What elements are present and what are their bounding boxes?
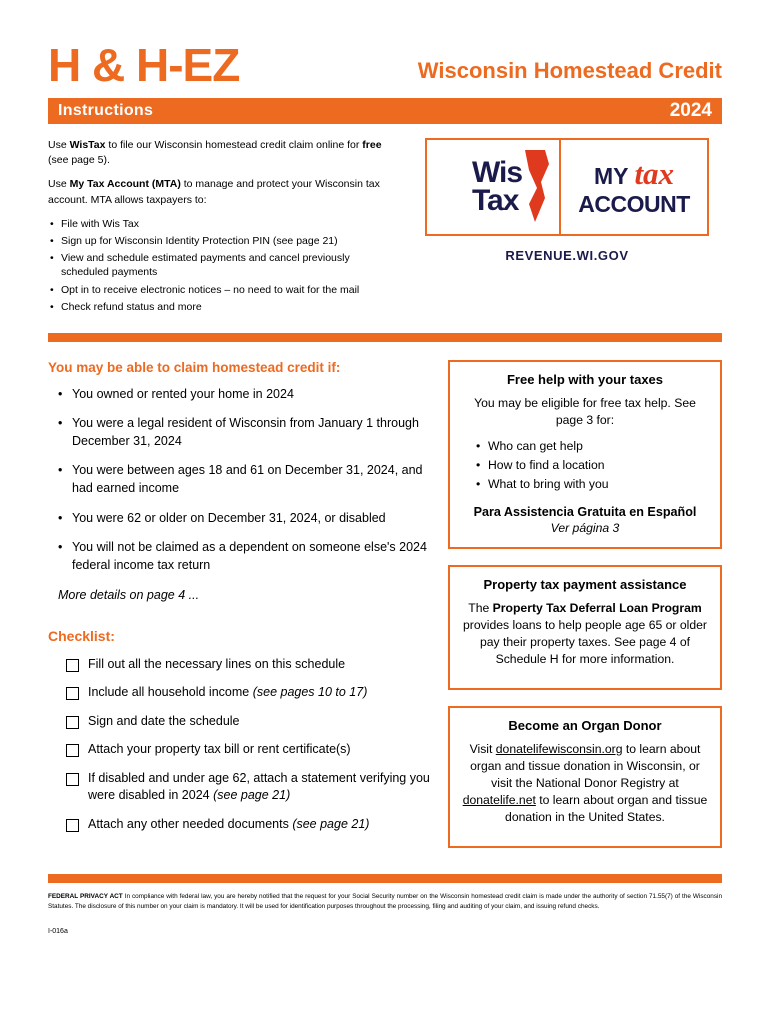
my-tax-account-logo — [561, 140, 707, 234]
checklist-text: Fill out all the necessary lines on this schedule — [88, 656, 346, 671]
free-help-box — [448, 360, 722, 549]
wisconsin-shape-icon — [519, 148, 553, 229]
checklist-label — [88, 770, 430, 805]
organ-donor-pre: Visit — [469, 742, 496, 757]
intro-p1-end: (see page 5). — [48, 154, 110, 167]
mta-line-1 — [594, 158, 674, 189]
checkbox-icon[interactable] — [66, 819, 79, 832]
checkbox-icon[interactable] — [66, 716, 79, 729]
checklist-text: If disabled and under age 62, attach a statement verifying you were disabled in 2024 — [88, 770, 430, 803]
privacy-text: In compliance with federal law, you are hereby notified that the request for your Social Security number on the Wisconsin homestead credit claim is made under the authority of section 71.55(7) of the Wisconsin Statutes. The disclosure of this number on your claim is mandatory. It will be used for identification purposes throughout the processing, filing and auditing of your claim, and issuing refund checks. — [48, 893, 723, 911]
checkbox-icon[interactable] — [66, 773, 79, 786]
list-item: • You will not be claimed as a dependent on someone else's 2024 federal income tax return — [72, 538, 430, 574]
tax-year: 2024 — [669, 100, 712, 121]
list-item: • Sign up for Wisconsin Identity Protection PIN (see page 21) — [61, 234, 398, 248]
list-item: • What to bring with you — [476, 475, 708, 494]
spanish-assistance-page: Ver página 3 — [550, 520, 620, 535]
checklist-row[interactable] — [48, 816, 430, 834]
intro-p1-mid: to file our Wisconsin homestead credit claim online for — [105, 139, 363, 151]
intro-p1-pre: Use — [48, 139, 70, 151]
divider-rule — [48, 333, 722, 342]
intro-p2-end: to manage and protect your Wisconsin tax account. MTA allows taxpayers to: — [48, 178, 380, 206]
checkbox-icon[interactable] — [66, 744, 79, 757]
instructions-label: Instructions — [58, 102, 154, 119]
property-tax-post: provides loans to help people age 65 or older pay their property taxes. See page 4 of Schedule H for more information. — [463, 617, 707, 667]
checklist-label — [88, 656, 345, 674]
checklist-text: Attach your property tax bill or rent certificate(s) — [88, 742, 351, 757]
privacy-notice — [48, 892, 722, 912]
document-id: I-016a — [48, 928, 68, 936]
checklist-note: (see page 21) — [292, 816, 370, 831]
list-item: • You owned or rented your home in 2024 — [72, 385, 430, 403]
donatelife-link[interactable]: donatelife.net — [462, 793, 536, 808]
checkbox-icon[interactable] — [66, 687, 79, 700]
mta-account-text: ACCOUNT — [578, 191, 690, 217]
property-tax-box — [448, 565, 722, 690]
wistax-logo — [427, 140, 559, 234]
instructions-banner — [48, 98, 722, 124]
list-item: • Who can get help — [476, 437, 708, 456]
intro-p2-pre: Use — [48, 178, 70, 191]
left-column — [48, 360, 430, 865]
intro-paragraph-1 — [48, 138, 398, 168]
checklist-text: Attach any other needed documents — [88, 816, 293, 831]
list-item: • How to find a location — [476, 456, 708, 475]
mta-bold: My Tax Account (MTA) — [69, 178, 181, 191]
masthead — [48, 0, 722, 91]
wistax-wis-text: Wis — [471, 155, 523, 189]
checklist-heading: Checklist: — [48, 627, 115, 644]
checklist-label — [88, 741, 351, 759]
organ-donor-title: Become an Organ Donor — [508, 718, 662, 734]
form-code: H & H-EZ — [48, 39, 240, 91]
list-item: • You were 62 or older on December 31, 2024, or disabled — [72, 509, 430, 527]
donatelife-wisconsin-link[interactable]: donatelifewisconsin.org — [495, 742, 623, 757]
free-help-title: Free help with your taxes — [506, 371, 664, 387]
property-tax-pre: The — [468, 600, 493, 615]
footer-divider — [48, 874, 722, 883]
revenue-website: REVENUE.WI.GOV — [505, 248, 629, 263]
list-item: • File with Wis Tax — [61, 217, 398, 231]
list-item: • Check refund status and more — [61, 300, 398, 314]
mta-tax-text: tax — [634, 156, 675, 191]
body-columns — [48, 360, 722, 865]
property-tax-program-name: Property Tax Deferral Loan Program — [492, 600, 702, 615]
organ-donor-text — [462, 741, 708, 826]
mta-my-text: MY — [593, 163, 629, 189]
checklist-row[interactable] — [48, 770, 430, 805]
page-title: Wisconsin Homestead Credit — [417, 58, 722, 83]
property-tax-title: Property tax payment assistance — [483, 576, 687, 592]
wistax-tax-text: Tax — [471, 184, 519, 217]
property-tax-text — [462, 600, 708, 668]
wistax-bold: WisTax — [69, 139, 106, 151]
intro-text — [48, 138, 398, 317]
free-help-text: You may be eligible for free tax help. See page 3 for: — [474, 395, 696, 427]
privacy-label: FEDERAL PRIVACY ACT — [48, 893, 123, 901]
mta-feature-list — [48, 217, 398, 314]
list-item: • You were a legal resident of Wisconsin from January 1 through December 31, 2024 — [72, 414, 430, 450]
checkbox-icon[interactable] — [66, 659, 79, 672]
intro-section — [48, 138, 722, 317]
spanish-assistance-heading: Para Assistencia Gratuita en Español — [473, 504, 697, 519]
intro-paragraph-2 — [48, 177, 398, 207]
organ-donor-box — [448, 706, 722, 848]
right-column — [448, 360, 722, 865]
wistax-mta-logo — [425, 138, 709, 236]
wistax-wordmark — [464, 155, 523, 217]
checklist-row[interactable] — [48, 656, 430, 674]
list-item: • View and schedule estimated payments and cancel previously scheduled payments — [61, 251, 398, 279]
checklist-label — [88, 684, 367, 702]
checklist-text: Include all household income — [88, 685, 253, 700]
checklist-row[interactable] — [48, 741, 430, 759]
checklist-note: (see pages 10 to 17) — [252, 685, 368, 700]
eligibility-heading: You may be able to claim homestead credit if: — [48, 359, 341, 375]
organ-donor-post: to learn about organ and tissue donation in the United States. — [505, 793, 708, 825]
free-bold: free — [362, 139, 382, 151]
checklist-label — [88, 816, 369, 834]
organ-donor-mid: to learn about organ and tissue donation in Wisconsin, or visit the National Donor Registry at — [470, 742, 701, 791]
free-help-list — [476, 437, 708, 494]
eligibility-list — [48, 385, 430, 574]
list-item: • You were between ages 18 and 61 on December 31, 2024, and had earned income — [72, 461, 430, 497]
list-item: • Opt in to receive electronic notices – no need to wait for the mail — [61, 283, 398, 297]
more-details-note: More details on page 4 ... — [58, 587, 200, 602]
checklist-text: Sign and date the schedule — [88, 713, 240, 728]
checklist-label — [88, 713, 240, 731]
checklist-row[interactable] — [48, 684, 430, 702]
logo-block — [412, 138, 722, 317]
checklist-row[interactable] — [48, 713, 430, 731]
checklist-note: (see page 21) — [213, 788, 291, 803]
